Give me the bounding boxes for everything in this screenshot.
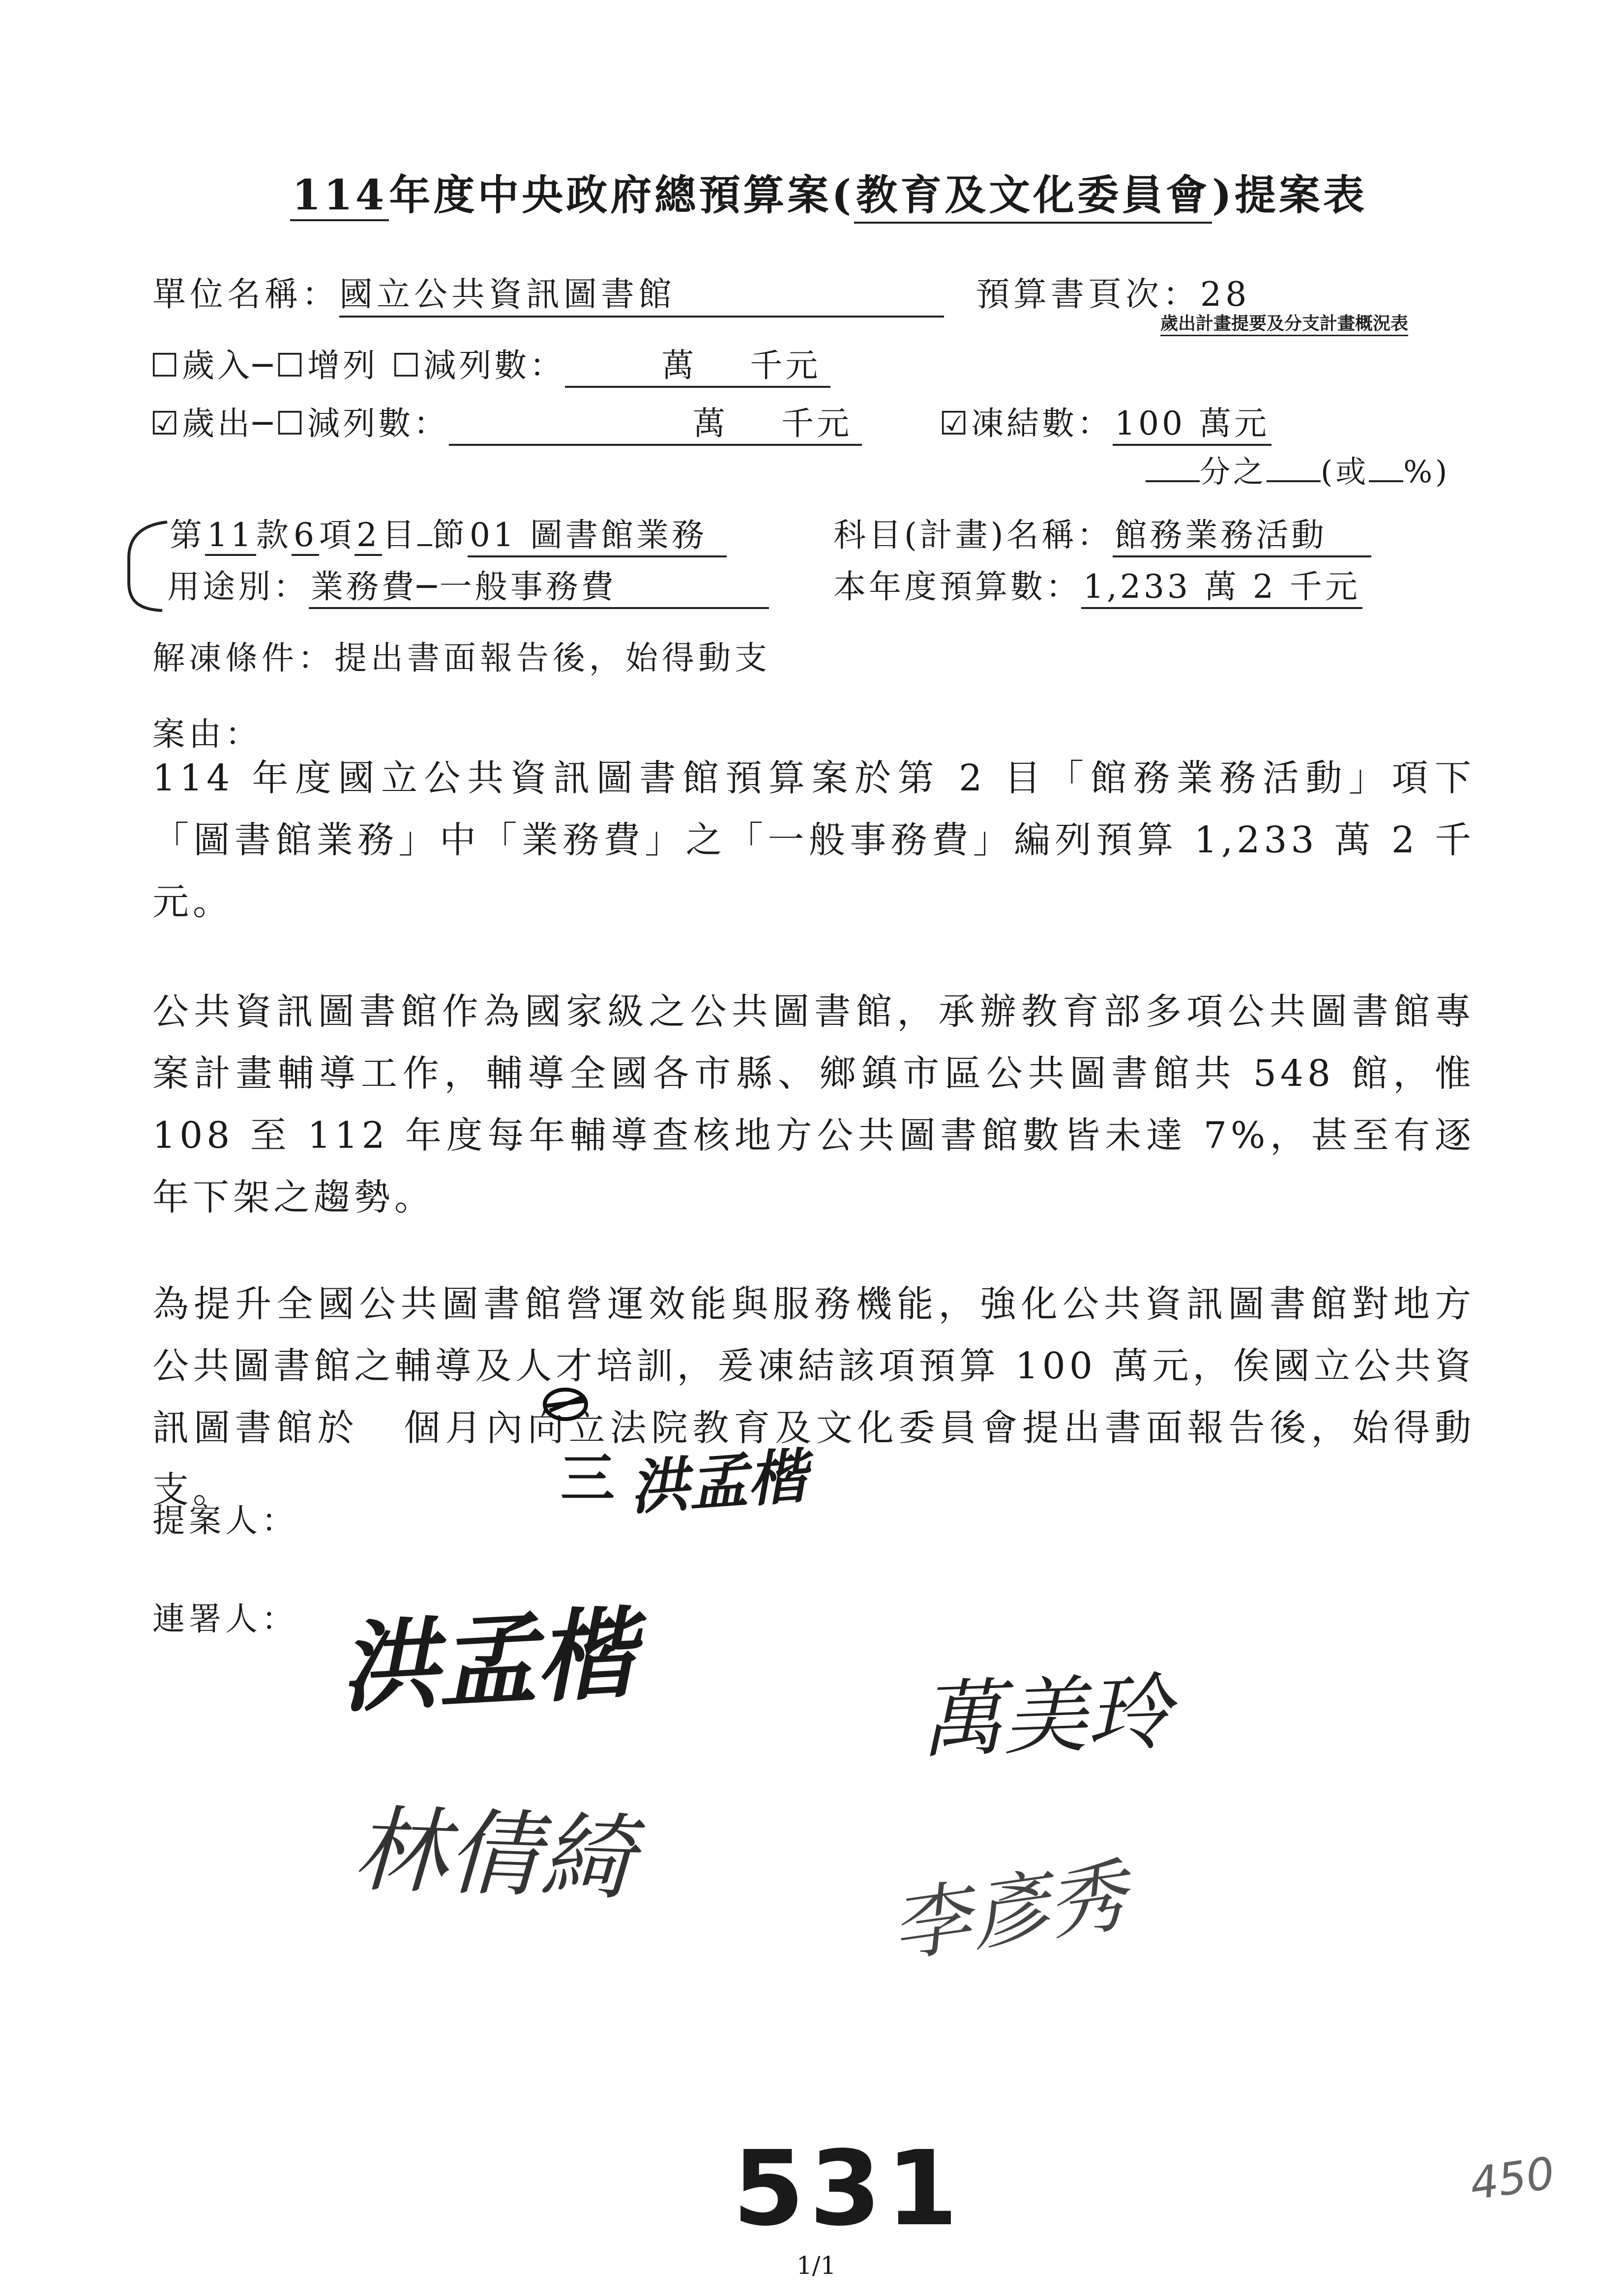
expenditure-amount-field[interactable]: 萬 千元	[449, 397, 862, 446]
usage-value: 業務費─一般事務費	[309, 560, 769, 609]
current-budget-value: 1,233 萬 2 千元	[1081, 560, 1362, 609]
cosigner-signature-3: 林倩綺	[352, 1795, 636, 1914]
fraction-row: 分之 (或 %)	[1146, 447, 1450, 491]
checkbox-unchecked-icon[interactable]: ☐	[150, 347, 182, 384]
reason-paragraph-1: 114 年度國立公共資訊圖書館預算案於第 2 目「館務業務活動」項下「圖書館業務」中「業務費」之「一般事務費」編列預算 1,233 萬 2 千元。	[152, 757, 1475, 923]
revenue-amount-field[interactable]: 萬 千元	[565, 339, 830, 388]
subject-row: 科目(計畫)名稱：館務業務活動	[833, 509, 1371, 557]
handwritten-number-text: 三	[561, 1447, 615, 1510]
reason-paragraph-3: 為提升全國公共圖書館營運效能與服務機能，強化公共資訊圖書館對地方公共圖書館之輔導及人才培訓，爰凍結該項預算 100 萬元，俟國立公共資訊圖書館於 個月內向立法院教育及文化委員會提出書面報告後，始得動支。	[152, 1283, 1476, 1511]
cosigner-signature-1: 洪孟楷	[337, 1597, 638, 1727]
reason-label: 案由：	[152, 715, 262, 753]
cosigner-signature-2: 萬美玲	[918, 1664, 1172, 1770]
checkbox-unchecked-icon[interactable]: ☐	[275, 405, 308, 442]
cosigner-signature-4: 李彥秀	[886, 1849, 1132, 1974]
freeze-row: ☑凍結數：100 萬元	[939, 397, 1271, 446]
title-year: 114	[290, 171, 389, 221]
subject-value: 館務業務活動	[1113, 509, 1371, 557]
checkbox-checked-icon[interactable]: ☑	[150, 405, 182, 442]
revenue-row: ☐歲入─☐增列 ☐減列數： 萬 千元	[150, 339, 830, 388]
page-note: 歲出計畫提要及分支計畫概況表	[1160, 310, 1408, 336]
cosigner-label: 連署人：	[152, 1600, 298, 1638]
proposer-signature: 洪孟楷	[627, 1442, 809, 1523]
unfreeze-row: 解凍條件：提出書面報告後，始得動支	[152, 639, 771, 677]
handwritten-page-number: 531	[733, 2128, 963, 2249]
proposer-label: 提案人：	[152, 1502, 298, 1540]
page-indicator: 1/1	[797, 2251, 836, 2280]
page-label: 預算書頁次：	[976, 275, 1201, 314]
page-title: 114年度中央政府總預算案(教育及文化委員會)提案表	[290, 162, 1367, 224]
checkbox-checked-icon[interactable]: ☑	[939, 405, 972, 442]
current-budget-row: 本年度預算數：1,233 萬 2 千元	[833, 560, 1362, 609]
title-committee: 教育及文化委員會	[854, 162, 1212, 224]
budget-item-row: 第11款6項2目 節01 圖書館業務	[170, 509, 727, 557]
freeze-value: 100 萬元	[1113, 397, 1271, 446]
page-number: 28	[1200, 275, 1251, 314]
unfreeze-value: 提出書面報告後，始得動支	[334, 639, 771, 677]
reason-paragraph-2: 公共資訊圖書館作為國家級之公共圖書館，承辦教育部多項公共圖書館專案計畫輔導工作，輔導全國各市縣、鄉鎮市區公共圖書館共 548 館，惟 108 至 112 年度每年輔導查核地方公共圖書館數皆未達 7%，甚至有逐年下架之趨勢。	[152, 990, 1475, 1219]
corner-number: 450	[1467, 2147, 1558, 2210]
unit-name: 國立公共資訊圖書館	[339, 268, 944, 318]
expenditure-row: ☑歲出─☐減列數： 萬 千元	[150, 397, 862, 446]
checkbox-unchecked-icon[interactable]: ☐	[275, 347, 308, 384]
unit-label: 單位名稱：	[152, 275, 340, 314]
jie-value: 01 圖書館業務	[468, 509, 727, 557]
checkbox-unchecked-icon[interactable]: ☐	[391, 347, 424, 384]
usage-row: 用途別：業務費─一般事務費	[167, 560, 769, 609]
